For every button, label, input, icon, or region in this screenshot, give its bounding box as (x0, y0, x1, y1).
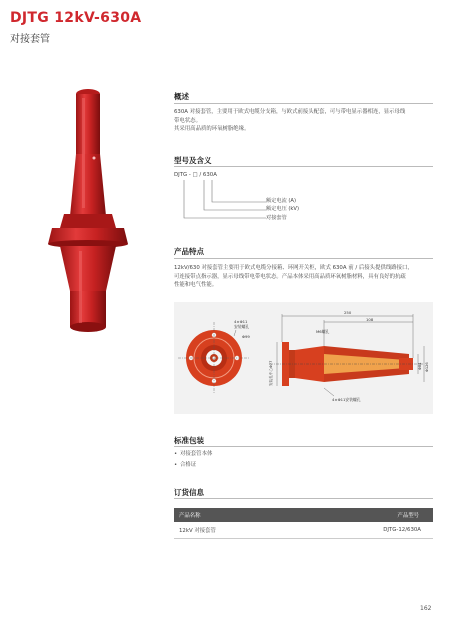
dim-total: 250 (344, 310, 352, 315)
order-table (174, 508, 433, 539)
overview-line: 带电状态。 (174, 117, 201, 124)
model-meanings (266, 197, 299, 222)
list-item (174, 449, 212, 460)
features-line: 性能和电气性能。 (174, 282, 218, 289)
model-heading: 型号及含义 (174, 156, 212, 165)
packaging-item: 合格证 (180, 462, 197, 468)
packaging-list (174, 449, 212, 471)
packaging-heading: 标准包装 (174, 436, 204, 445)
page-subtitle: 对接套管 (10, 34, 50, 45)
table-row (174, 522, 433, 539)
table-header-row (174, 508, 433, 522)
packaging-item: 对接套管本体 (180, 451, 213, 457)
pcd-label: 安装孔中心Φ77 (269, 360, 273, 386)
features-line: 12kV/630 对接套管主要用于欧式电缆分接箱、环网开关柜，欧式 630A 前 / 后接头提供线路接口， (174, 265, 413, 271)
features-divider (174, 258, 433, 259)
table-cell: 12kV 对接套管 (174, 522, 293, 539)
overview-divider (174, 103, 433, 104)
bottom-hole-label: 4×Φ11安装螺孔 (332, 397, 361, 402)
table-cell: DJTG-12/630A (293, 522, 433, 539)
hole-label-2: 安装螺孔 (234, 324, 250, 329)
column-header: 产品名称 (174, 508, 293, 522)
model-divider (174, 166, 433, 167)
meaning-voltage: 额定电压 (kV) (266, 206, 299, 213)
order-heading: 订货信息 (174, 488, 204, 497)
overview-text (174, 108, 439, 134)
features-heading: 产品特点 (174, 247, 204, 256)
dim-right-1: Φ84 (418, 362, 422, 370)
flange-dia-label: Φ99 (242, 334, 250, 339)
overview-heading: 概述 (174, 92, 189, 101)
bullet-icon: • (174, 462, 178, 468)
dim-right-2: Φ126 (425, 362, 429, 372)
hole-label: 4×Φ11 (234, 319, 248, 324)
model-code: DJTG - □ / 630A (174, 172, 217, 178)
meaning-type: 对接套管 (266, 214, 287, 221)
features-line: 可连接带点指示器，显示母线带电带电状态。产品本体采用高品质环氧树脂材料，具有良好的抗疏 (174, 273, 406, 280)
column-header: 产品型号 (293, 508, 433, 522)
drawing-svg (174, 302, 433, 414)
thread-label: M6螺孔 (316, 329, 330, 334)
model-leader-lines (174, 172, 274, 227)
overview-line: 630A 对接套管，主要用于欧式电缆分支箱，与欧式前接头配套，可与带电显示器相连，显示母线 (174, 109, 406, 115)
dim-part: 108 (366, 317, 374, 322)
flange-front-view (178, 322, 250, 394)
order-divider (174, 498, 433, 499)
product-photo (26, 86, 144, 334)
technical-drawing (174, 302, 433, 414)
packaging-divider (174, 446, 433, 447)
page-number: 162 (420, 605, 432, 612)
bullet-icon: • (174, 451, 178, 457)
bushing-side-view (270, 342, 424, 386)
overview-line: 其采用高品质的环氧树脂绝缘。 (174, 126, 250, 133)
features-text (174, 264, 439, 290)
list-item (174, 460, 212, 471)
page-title: DJTG 12kV-630A (10, 10, 142, 26)
meaning-current: 额定电流 (A) (266, 198, 296, 204)
